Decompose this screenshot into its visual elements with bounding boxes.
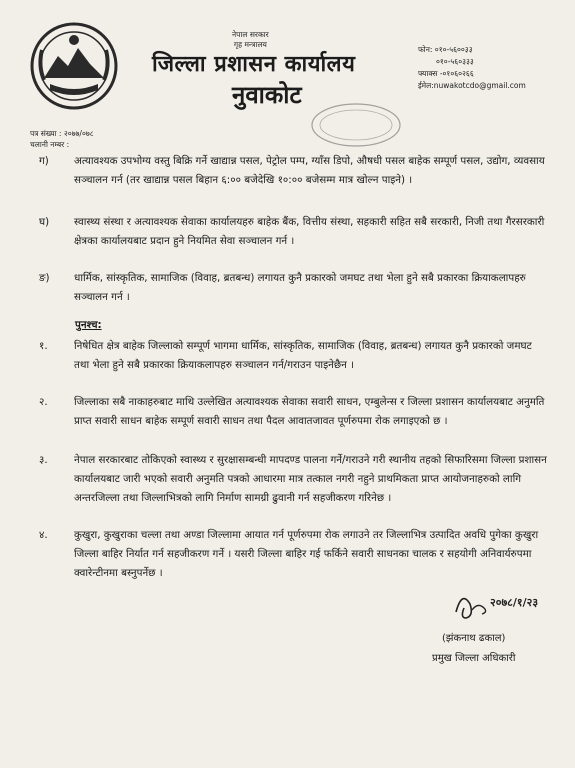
item-ga — [39, 152, 548, 190]
note-number: ३. — [39, 454, 48, 466]
postscript-heading: पुनश्च: — [75, 319, 102, 331]
note-text: निषेधित क्षेत्र बाहेक जिल्लाको सम्पूर्ण भागमा धार्मिक, सांस्कृतिक, सामाजिक (विवाह, ब्रतबन्ध) लगायत कुनै प्रकारको जमघट तथा भेला हुने सबै प्रकारका क्रियाकलापहरु सञ्चालन गर्न/गराउन पाइनेछैन । — [74, 340, 532, 371]
note-text: कुखुरा, कुखुराका चल्ला तथा अण्डा जिल्लामा आयात गर्न पूर्णरुपमा रोक लगाउने तर जिल्लाभित्र उत्पादित अवधि पुगेका कुखुरा जिल्ला बाहिर निर्यात गर्न सहजीकरण गर्ने । यसरी जिल्ला बाहिर गई फर्किने सवारी साधनका चालक र सहयोगी अनिवार्यरुपमा क्वारेन्टीनमा बस्नुपर्नेछ । — [74, 529, 539, 579]
handwritten-signature — [448, 582, 558, 630]
note-3 — [39, 451, 548, 508]
item-nga — [39, 269, 548, 307]
note-text: जिल्लाका सबै नाकाहरुबाट माथि उल्लेखित अत्यावश्यक सेवाका सवारी साधन, एम्बुलेन्स र जिल्ला प्रशासन कार्यालयबाट अनुमति प्राप्त सवारी साधन बाहेक सम्पूर्ण सवारी साधन तथा पैदल आवातजावत पूर्णरुपमा रोक लगाइएको छ । — [74, 396, 545, 427]
office-title: जिल्ला प्रशासन कार्यालय — [152, 52, 356, 77]
office-stamp — [308, 100, 404, 150]
item-text: धार्मिक, सांस्कृतिक, सामाजिक (विवाह, ब्रतबन्ध) लगायत कुनै प्रकारको जमघट तथा भेला हुने सबै प्रकारका क्रियाकलापहरु सञ्चालन गर्न । — [74, 272, 526, 303]
note-number: १. — [39, 340, 48, 352]
gov-line-2: गृह मन्त्रालय — [233, 40, 267, 49]
fax: फ्याक्स -०१०६०२६६ — [418, 69, 474, 78]
contact-block — [418, 44, 526, 92]
dispatch-number: चलानी नम्बर : — [30, 140, 70, 149]
note-1 — [39, 337, 548, 375]
signatory-title: प्रमुख जिल्ला अधिकारी — [432, 653, 516, 664]
note-text: नेपाल सरकारबाट तोकिएको स्वास्थ्य र सुरक्षासम्बन्धी मापदण्ड पालना गर्ने/गराउने गरी स्थानीय तहको सिफारिसमा जिल्ला प्रशासन कार्यालयबाट जारी भएको सवारी अनुमति पत्रको आधारमा मात्र तत्काल नगरी नहुने प्राथमिकता प्राप्त आयोजनाहरुको लागि अन्तरजिल्ला तथा जिल्लाभित्रको लागि निर्माण सामग्री ढुवानी गर्न सहजीकरण गरिनेछ । — [74, 454, 547, 504]
signatory-name: (झंकनाथ ढकाल) — [442, 633, 506, 644]
note-4 — [39, 526, 548, 583]
reference-block — [30, 128, 94, 150]
gov-line-1: नेपाल सरकार — [232, 30, 269, 39]
note-number: २. — [39, 396, 48, 408]
item-number: ङ) — [39, 272, 50, 284]
phone-1: फोन: ०१०-५६००३३ — [418, 45, 473, 54]
item-text: अत्यावश्यक उपभोग्य वस्तु बिक्रि गर्ने खाद्यान्न पसल, पेट्रोल पम्प, ग्याँस डिपो, औषधी पसल बाहेक सम्पूर्ण पसल, उद्योग, व्यवसाय सञ्चालन गर्न (तर खाद्यान्न पसल बिहान ६:०० बजेदेखि १०:०० बजेसम्म मात्र खोल्न पाइने) । — [74, 155, 545, 186]
item-number: घ) — [39, 216, 50, 228]
government-header — [232, 30, 269, 50]
item-number: ग) — [39, 155, 49, 167]
reference-number: पत्र संख्या : २०७७/०७८ — [30, 129, 94, 138]
signature-date: २०७८/१/२३ — [490, 596, 539, 609]
item-gha — [39, 213, 548, 251]
nepal-government-emblem — [28, 20, 120, 112]
district-title: नुवाकोट — [232, 81, 302, 109]
note-number: ४. — [39, 529, 48, 541]
item-text: स्वास्थ्य संस्था र अत्यावश्यक सेवाका कार्यालयहरु बाहेक बैंक, वित्तीय संस्था, सहकारी सहित सबै सरकारी, निजी तथा गैरसरकारी क्षेत्रका कार्यालयबाट प्रदान हुने नियमित सेवा सञ्चालन गर्न । — [74, 216, 545, 247]
note-2 — [39, 393, 548, 431]
email: ईमेल:nuwakotcdo@gmail.com — [418, 81, 526, 90]
phone-2: ०१०-५६०३३३ — [436, 57, 474, 66]
